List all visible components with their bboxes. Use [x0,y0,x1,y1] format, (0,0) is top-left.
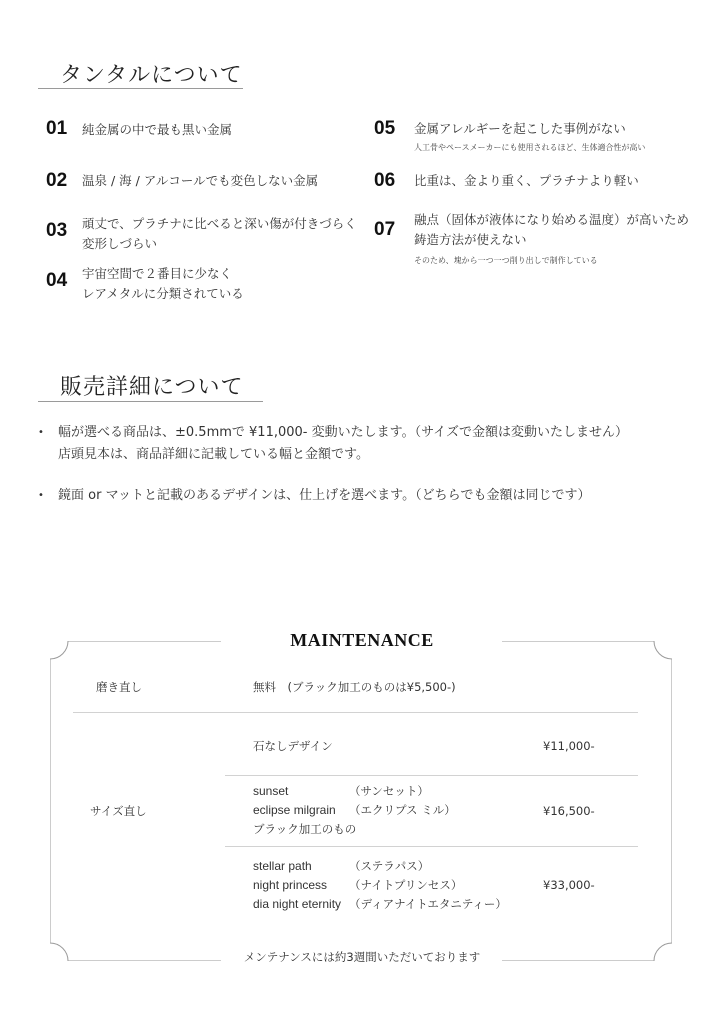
bullet-text: 店頭見本は、商品詳細に記載している幅と金額です。 [58,447,369,462]
feature-note: 人工骨やペースメーカーにも使用されるほど、生体適合性が高い [414,143,646,152]
feature-text: 金属アレルギーを起こした事例がない [414,121,626,136]
feature-text: 純金属の中で最も黒い金属 [82,122,233,137]
feature-text: 変形しづらい [82,236,158,251]
feature-text: 温泉 / 海 / アルコールでも変色しない金属 [82,173,319,188]
sales-bullet-2 [38,485,590,507]
feature-text: 融点（固体が液体になり始める温度）が高いため [414,212,690,227]
feature-text: 頑丈で、プラチナに比べると深い傷が付きづらく [82,216,357,231]
resize-tier-1-price: ¥11,000- [543,739,595,753]
polish-label: 磨き直し [96,680,142,694]
tier-product: eclipse milgrain （エクリプス ミル） [253,803,456,817]
feature-07 [374,210,689,267]
tier-product: stellar path （ステラパス） [253,859,430,873]
feature-03 [46,214,357,254]
tier-product: 石なしデザイン [253,739,333,753]
tier-divider [225,775,638,776]
feature-number: 03 [46,220,68,241]
tier-product: sunset （サンセット） [253,784,429,798]
resize-label: サイズ直し [90,804,147,818]
feature-text: レアメタルに分類されている [82,286,244,301]
feature-02 [46,170,318,192]
polish-price: 無料 (ブラック加工のものは¥5,500-) [253,680,456,694]
tier-product: night princess （ナイトプリンセス） [253,878,463,892]
feature-note: そのため、塊から一つ一つ削り出しで制作している [414,256,598,265]
resize-tier-3 [253,857,507,914]
bullet-text: 鏡面 or マットと記載のあるデザインは、仕上げを選べます。（どちらでも金額は同じです） [58,488,591,503]
tier-product: ブラック加工のもの [253,822,357,836]
polish-divider [73,712,638,713]
feature-number: 04 [46,270,68,291]
feature-number: 01 [46,118,68,139]
resize-tier-2-price: ¥16,500- [543,804,595,818]
feature-text: 鋳造方法が使えない [414,232,527,247]
resize-tier-2 [253,782,456,839]
feature-text: 宇宙空間で２番目に少なく [82,266,233,281]
bullet-text: 幅が選べる商品は、±0.5mmで ¥11,000- 変動いたします。（サイズで金額は変動いたしません） [58,425,629,440]
resize-tier-3-price: ¥33,000- [543,878,595,892]
feature-text: 比重は、金より重く、プラチナより軽い [414,173,639,188]
feature-number: 07 [374,219,396,240]
feature-01 [46,118,232,140]
sales-title-rule [38,401,263,402]
sales-section-title: 販売詳細について [60,375,244,400]
resize-tier-1 [253,737,333,756]
feature-number: 06 [374,170,396,191]
tier-divider [225,846,638,847]
tier-product: dia night eternity （ディアナイトエタニティー） [253,897,507,911]
sales-bullet-1 [38,422,628,466]
feature-number: 02 [46,170,68,191]
tantalum-title-rule [38,88,243,89]
feature-number: 05 [374,118,396,139]
tantalum-section-title: タンタルについて [60,63,243,88]
feature-04 [46,264,244,304]
feature-06 [374,170,639,192]
bullet-dot: • [38,427,44,438]
bullet-dot: • [38,490,44,501]
feature-05 [374,118,645,154]
maintenance-footer-note: メンテナンスには約3週間いただいております [243,950,481,964]
maintenance-title: MAINTENANCE [290,630,434,650]
